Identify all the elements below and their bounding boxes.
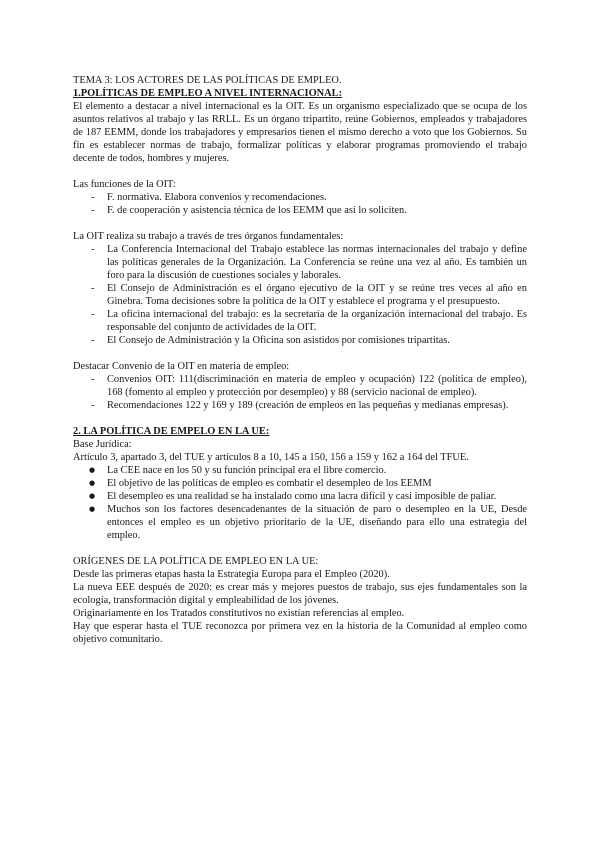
- origenes-paragraph: La nueva EEE después de 2020: es crear más y mejores puestos de trabajo, sus ejes fundamentales son la ecología, transformación digital y empleabilidad de los jóvenes.: [73, 582, 527, 606]
- section2-heading: 2. LA POLÍTICA DE EMPELO EN LA UE:: [73, 426, 270, 437]
- origenes-paragraph: Desde las primeras etapas hasta la Estrategia Europa para el Empleo (2020).: [73, 569, 390, 580]
- articulo-text: Artículo 3, apartado 3, del TUE y artículos 8 a 10, 145 a 150, 156 a 159 y 162 a 164 del TFUE.: [73, 452, 469, 463]
- convenio-list: [73, 373, 527, 412]
- funciones-label: Las funciones de la OIT:: [73, 179, 176, 190]
- origenes-paragraph: Hay que esperar hasta el TUE reconozca por primera vez en la historia de la Comunidad al empleo como objetivo comunitario.: [73, 621, 527, 645]
- document-title: TEMA 3: LOS ACTORES DE LAS POLÍTICAS DE EMPLEO.: [73, 75, 342, 86]
- section1-heading: 1.POLÍTICAS DE EMPLEO A NIVEL INTERNACIONAL:: [73, 88, 343, 99]
- document-body: [73, 74, 527, 646]
- section2-bullets: [73, 464, 527, 542]
- list-item: - La oficina internacional del trabajo: es la secretaría de la organización internacional del trabajo. Es responsable del conjunto de actividades de la OIT.: [73, 308, 527, 334]
- organos-list: [73, 243, 527, 347]
- list-item: - Convenios OIT: 111(discriminación en materia de empleo y ocupación) 122 (política de empleo), 168 (fomento al empleo y protección por desempleo) y 88 (servicio nacional de empleo).: [73, 373, 527, 399]
- base-juridica-label: Base Jurídica:: [73, 439, 132, 450]
- list-item: ● El objetivo de las políticas de empleo es combatir el desempleo de los EEMM: [73, 477, 527, 490]
- list-item: - F. normativa. Elabora convenios y recomendaciones.: [73, 191, 527, 204]
- funciones-list: [73, 191, 527, 217]
- list-item: - La Conferencia Internacional del Trabajo establece las normas internacionales del trabajo y define las políticas generales de la Organización. La Conferencia se reúne una vez al año. Es también un foro para la discusión de cuestiones sociales y laborales.: [73, 243, 527, 282]
- section1-intro: El elemento a destacar a nivel internacional es la OIT. Es un organismo especializado que se ocupa de los asuntos relativos al trabajo y las RRLL. Es un órgano tripartito, reúne Gobiernos, empleados y trabajadores de 187 EEMM, donde los trabajadores y empresarios tienen el mismo derecho a voto que los Gobiernos. Su fin es establecer normas de trabajo, formalizar políticas y elaborar programas promoviendo el trabajo decente de todos, hombres y mujeres.: [73, 101, 527, 164]
- list-item: ● El desempleo es una realidad se ha instalado como una lacra difícil y casi imposible de paliar.: [73, 490, 527, 503]
- list-item: ● Muchos son los factores desencadenantes de la situación de paro o desempleo en la UE, Desde entonces el empleo es un objetivo prioritario de la UE, diseñando para ello una estrategia del empleo.: [73, 503, 527, 542]
- list-item: - Recomendaciones 122 y 169 y 189 (creación de empleos en las pequeñas y medianas empresas).: [73, 399, 527, 412]
- convenio-label: Destacar Convenio de la OIT en materia de empleo:: [73, 361, 290, 372]
- list-item: ● La CEE nace en los 50 y su función principal era el libre comercio.: [73, 464, 527, 477]
- list-item: - El Consejo de Administración es el órgano ejecutivo de la OIT y se reúne tres veces al año en Ginebra. Toma decisiones sobre la política de la OIT y establece el programa y el presupuesto.: [73, 282, 527, 308]
- organos-label: La OIT realiza su trabajo a través de tres órganos fundamentales:: [73, 231, 344, 242]
- list-item: - El Consejo de Administración y la Oficina son asistidos por comisiones tripartitas.: [73, 334, 527, 347]
- list-item: - F. de cooperación y asistencia técnica de los EEMM que así lo soliciten.: [73, 204, 527, 217]
- origenes-heading: ORÍGENES DE LA POLÍTICA DE EMPLEO EN LA UE:: [73, 556, 319, 567]
- origenes-paragraph: Originariamente en los Tratados constitutivos no existían referencias al empleo.: [73, 608, 405, 619]
